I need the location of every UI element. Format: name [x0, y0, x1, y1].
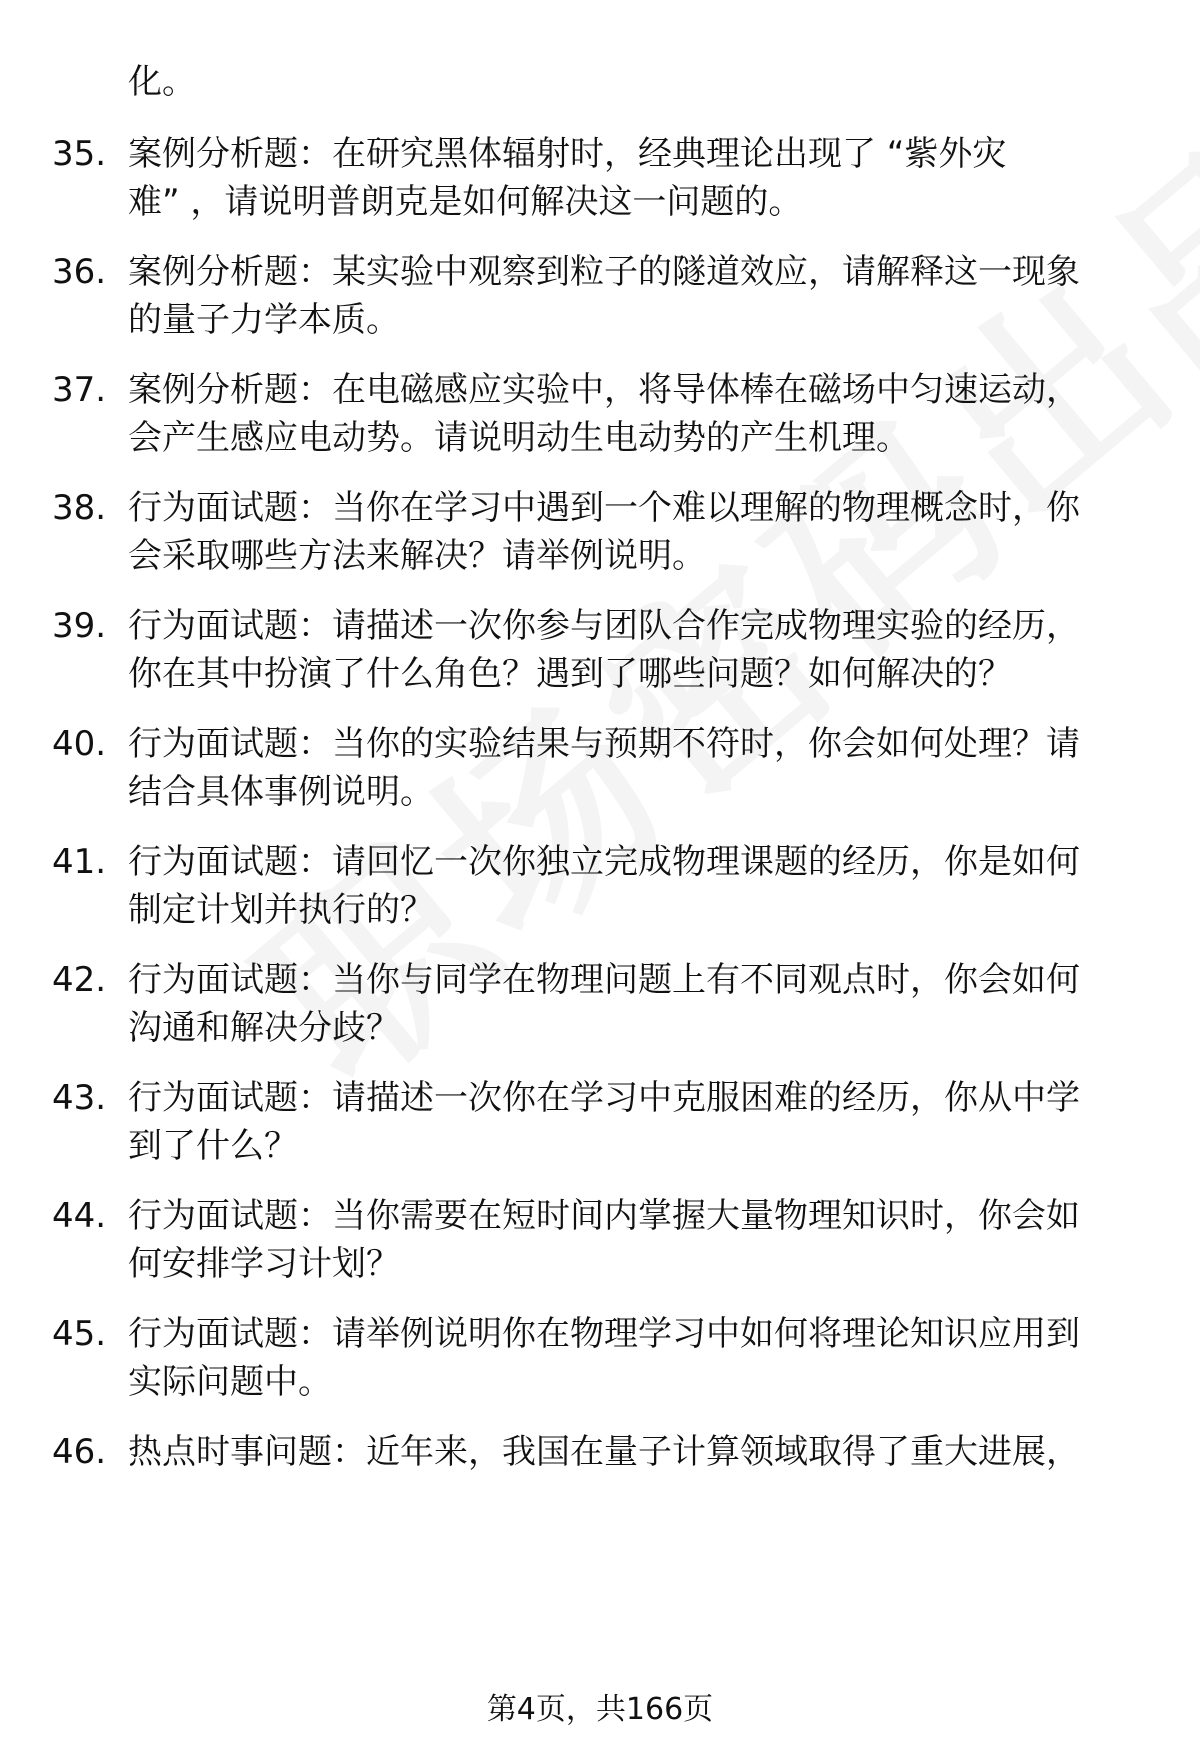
question-number: 37. — [52, 370, 107, 410]
question-line-2: 制定计划并执行的？ — [128, 890, 434, 930]
question-number: 36. — [52, 252, 107, 292]
question-line-2: 你在其中扮演了什么角色？遇到了哪些问题？如何解决的？ — [128, 654, 1012, 694]
question-number: 39. — [52, 606, 107, 646]
question-line-2: 沟通和解决分歧？ — [128, 1008, 400, 1048]
page-footer: 第4页，共166页 — [486, 1692, 714, 1727]
question-text — [128, 1074, 1128, 1170]
question-line-1: 行为面试题：当你的实验结果与预期不符时，你会如何处理？请 — [128, 724, 1080, 764]
question-number: 44. — [52, 1196, 107, 1236]
question-text — [128, 1192, 1128, 1288]
question-line-1: 行为面试题：当你需要在短时间内掌握大量物理知识时，你会如 — [128, 1196, 1080, 1236]
question-line-1: 案例分析题：某实验中观察到粒子的隧道效应，请解释这一现象 — [128, 252, 1080, 292]
question-line-2: 到了什么？ — [128, 1126, 298, 1166]
question-number: 35. — [52, 134, 107, 174]
question-line-1: 案例分析题：在电磁感应实验中，将导体棒在磁场中匀速运动， — [128, 370, 1080, 410]
question-line-2: 结合具体事例说明。 — [128, 772, 434, 812]
question-line-1: 行为面试题：请描述一次你在学习中克服困难的经历，你从中学 — [128, 1078, 1080, 1118]
question-text — [128, 956, 1128, 1052]
question-line-1: 案例分析题：在研究黑体辐射时，经典理论出现了 “紫外灾 — [128, 134, 1007, 174]
question-text — [128, 366, 1128, 462]
question-line-2: 何安排学习计划？ — [128, 1244, 400, 1284]
question-text — [128, 130, 1128, 226]
question-number: 43. — [52, 1078, 107, 1118]
question-line-1: 行为面试题：请描述一次你参与团队合作完成物理实验的经历， — [128, 606, 1080, 646]
question-number: 40. — [52, 724, 107, 764]
question-line-1: 行为面试题：请举例说明你在物理学习中如何将理论知识应用到 — [128, 1314, 1080, 1354]
question-number: 41. — [52, 842, 107, 882]
question-line-1: 行为面试题：当你与同学在物理问题上有不同观点时，你会如何 — [128, 960, 1080, 1000]
question-number: 46. — [52, 1432, 107, 1472]
question-line-2: 会产生感应电动势。请说明动生电动势的产生机理。 — [128, 418, 910, 458]
question-text — [128, 838, 1128, 934]
question-text — [128, 248, 1128, 344]
question-number: 45. — [52, 1314, 107, 1354]
question-line-1: 热点时事问题：近年来，我国在量子计算领域取得了重大进展， — [128, 1432, 1080, 1472]
question-line-1: 行为面试题：请回忆一次你独立完成物理课题的经历，你是如何 — [128, 842, 1080, 882]
question-line-2: 的量子力学本质。 — [128, 300, 400, 340]
question-text — [128, 602, 1128, 698]
continuation-text: 化。 — [128, 62, 196, 102]
question-text — [128, 720, 1128, 816]
question-line-2: 会采取哪些方法来解决？请举例说明。 — [128, 536, 706, 576]
question-line-1: 行为面试题：当你在学习中遇到一个难以理解的物理概念时，你 — [128, 488, 1080, 528]
question-number: 42. — [52, 960, 107, 1000]
question-text — [128, 1428, 1128, 1476]
question-text — [128, 1310, 1128, 1406]
question-number: 38. — [52, 488, 107, 528]
question-text — [128, 484, 1128, 580]
question-line-2: 实际问题中。 — [128, 1362, 332, 1402]
question-line-2: 难” ，请说明普朗克是如何解决这一问题的。 — [128, 182, 803, 222]
